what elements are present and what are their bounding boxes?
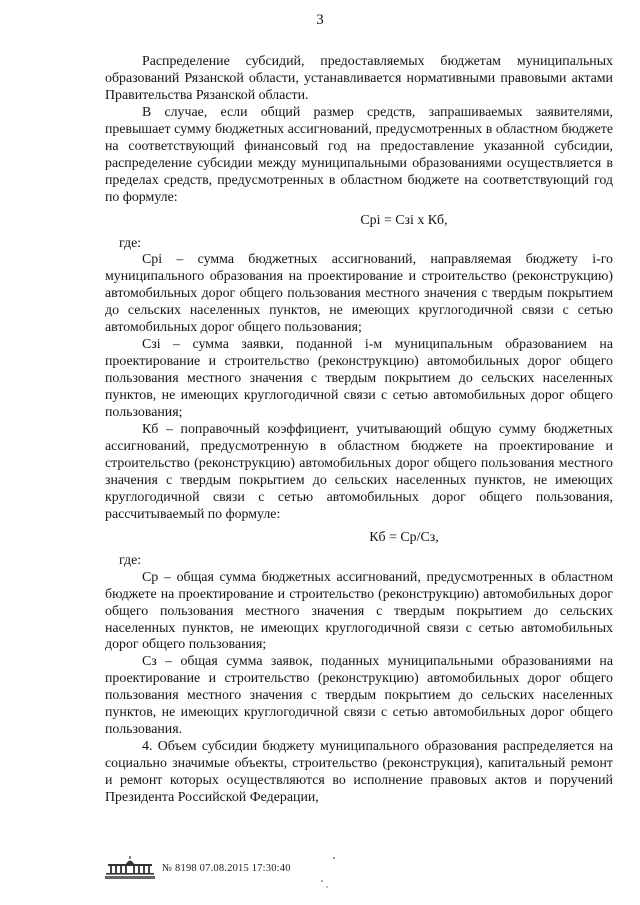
definition-cp: Cp – общая сумма бюджетных ассигнований, предусмотренных в областном бюджете на проектирование и строительство (реконструкцию) автомобильных дорог общего пользования местного значения с твердым покрытием до сельских населенных пунктов, не имеющих круглогодичной связи с сетью автомобильных дорог общего пользования; xyxy=(105,569,613,653)
page-number: 3 xyxy=(316,12,324,28)
paragraph-item-4: 4. Объем субсидии бюджету муниципального образования распределяется на социально значимые объекты, строительство (реконструкция), капитальный ремонт и ремонт которых осуществляются во исполнение правовых актов и поручений Президента Российской Федерации, xyxy=(105,739,613,806)
registration-stamp: № 8198 07.08.2015 17:30:40 xyxy=(162,862,291,874)
paragraph-exceeding-case: В случае, если общий размер средств, запрашиваемых заявителями, превышает сумму бюджетных ассигнований, предусмотренных в областном бюджете на соответствующий финансовый год на предоставление указанной субсидии, распределение субсидии между муниципальными образованиями осуществляется в пределах средств, предусмотренных в областном бюджете на соответствующий год по формуле: xyxy=(105,104,613,205)
definition-cpi: Cpi – сумма бюджетных ассигнований, направляемая бюджету i-го муниципального образования на проектирование и строительство (реконструкцию) автомобильных дорог общего пользования местного значения с твердым покрытием до сельских населенных пунктов, не имеющих круглогодичной связи с сетью автомобильных дорог общего пользования; xyxy=(105,252,613,336)
where-label: где: xyxy=(119,552,142,568)
formula-kb: Кб = Cp/Cз, xyxy=(369,529,439,545)
definition-cz: Cз – общая сумма заявок, поданных муниципальными образованиями на проектирование и строительство (реконструкцию) автомобильных дорог общего пользования местного значения с твердым покрытием до сельских населенных пунктов, не имеющих круглогодичной связи с сетью автомобильных дорог общего пользования. xyxy=(105,654,613,738)
paragraph-distribution: Распределение субсидий, предоставляемых бюджетам муниципальных образований Рязанской области, устанавливается нормативными правовыми актами Правительства Рязанской области. xyxy=(105,54,613,103)
formula-cpi: Cpi = Cзi x Кб, xyxy=(360,212,448,228)
definition-czi: Cзi – сумма заявки, поданной i-м муниципальным образованием на проектирование и строительство (реконструкцию) автомобильных дорог общего пользования местного значения с твердым покрытием до сельских населенных пунктов, не имеющих круглогодичной связи с сетью автомобильных дорог общего пользования; xyxy=(105,337,613,421)
where-label: где: xyxy=(119,235,142,251)
definition-kb: Кб – поправочный коэффициент, учитывающий общую сумму бюджетных ассигнований, предусмотренную в областном бюджете на проектирование и строительство (реконструкцию) автомобильных дорог общего пользования местного значения с твердым покрытием до сельских населенных пунктов, не имеющих круглогодичной связи с сетью автомобильных дорог общего пользования, рассчитываемый по формуле: xyxy=(105,422,613,522)
